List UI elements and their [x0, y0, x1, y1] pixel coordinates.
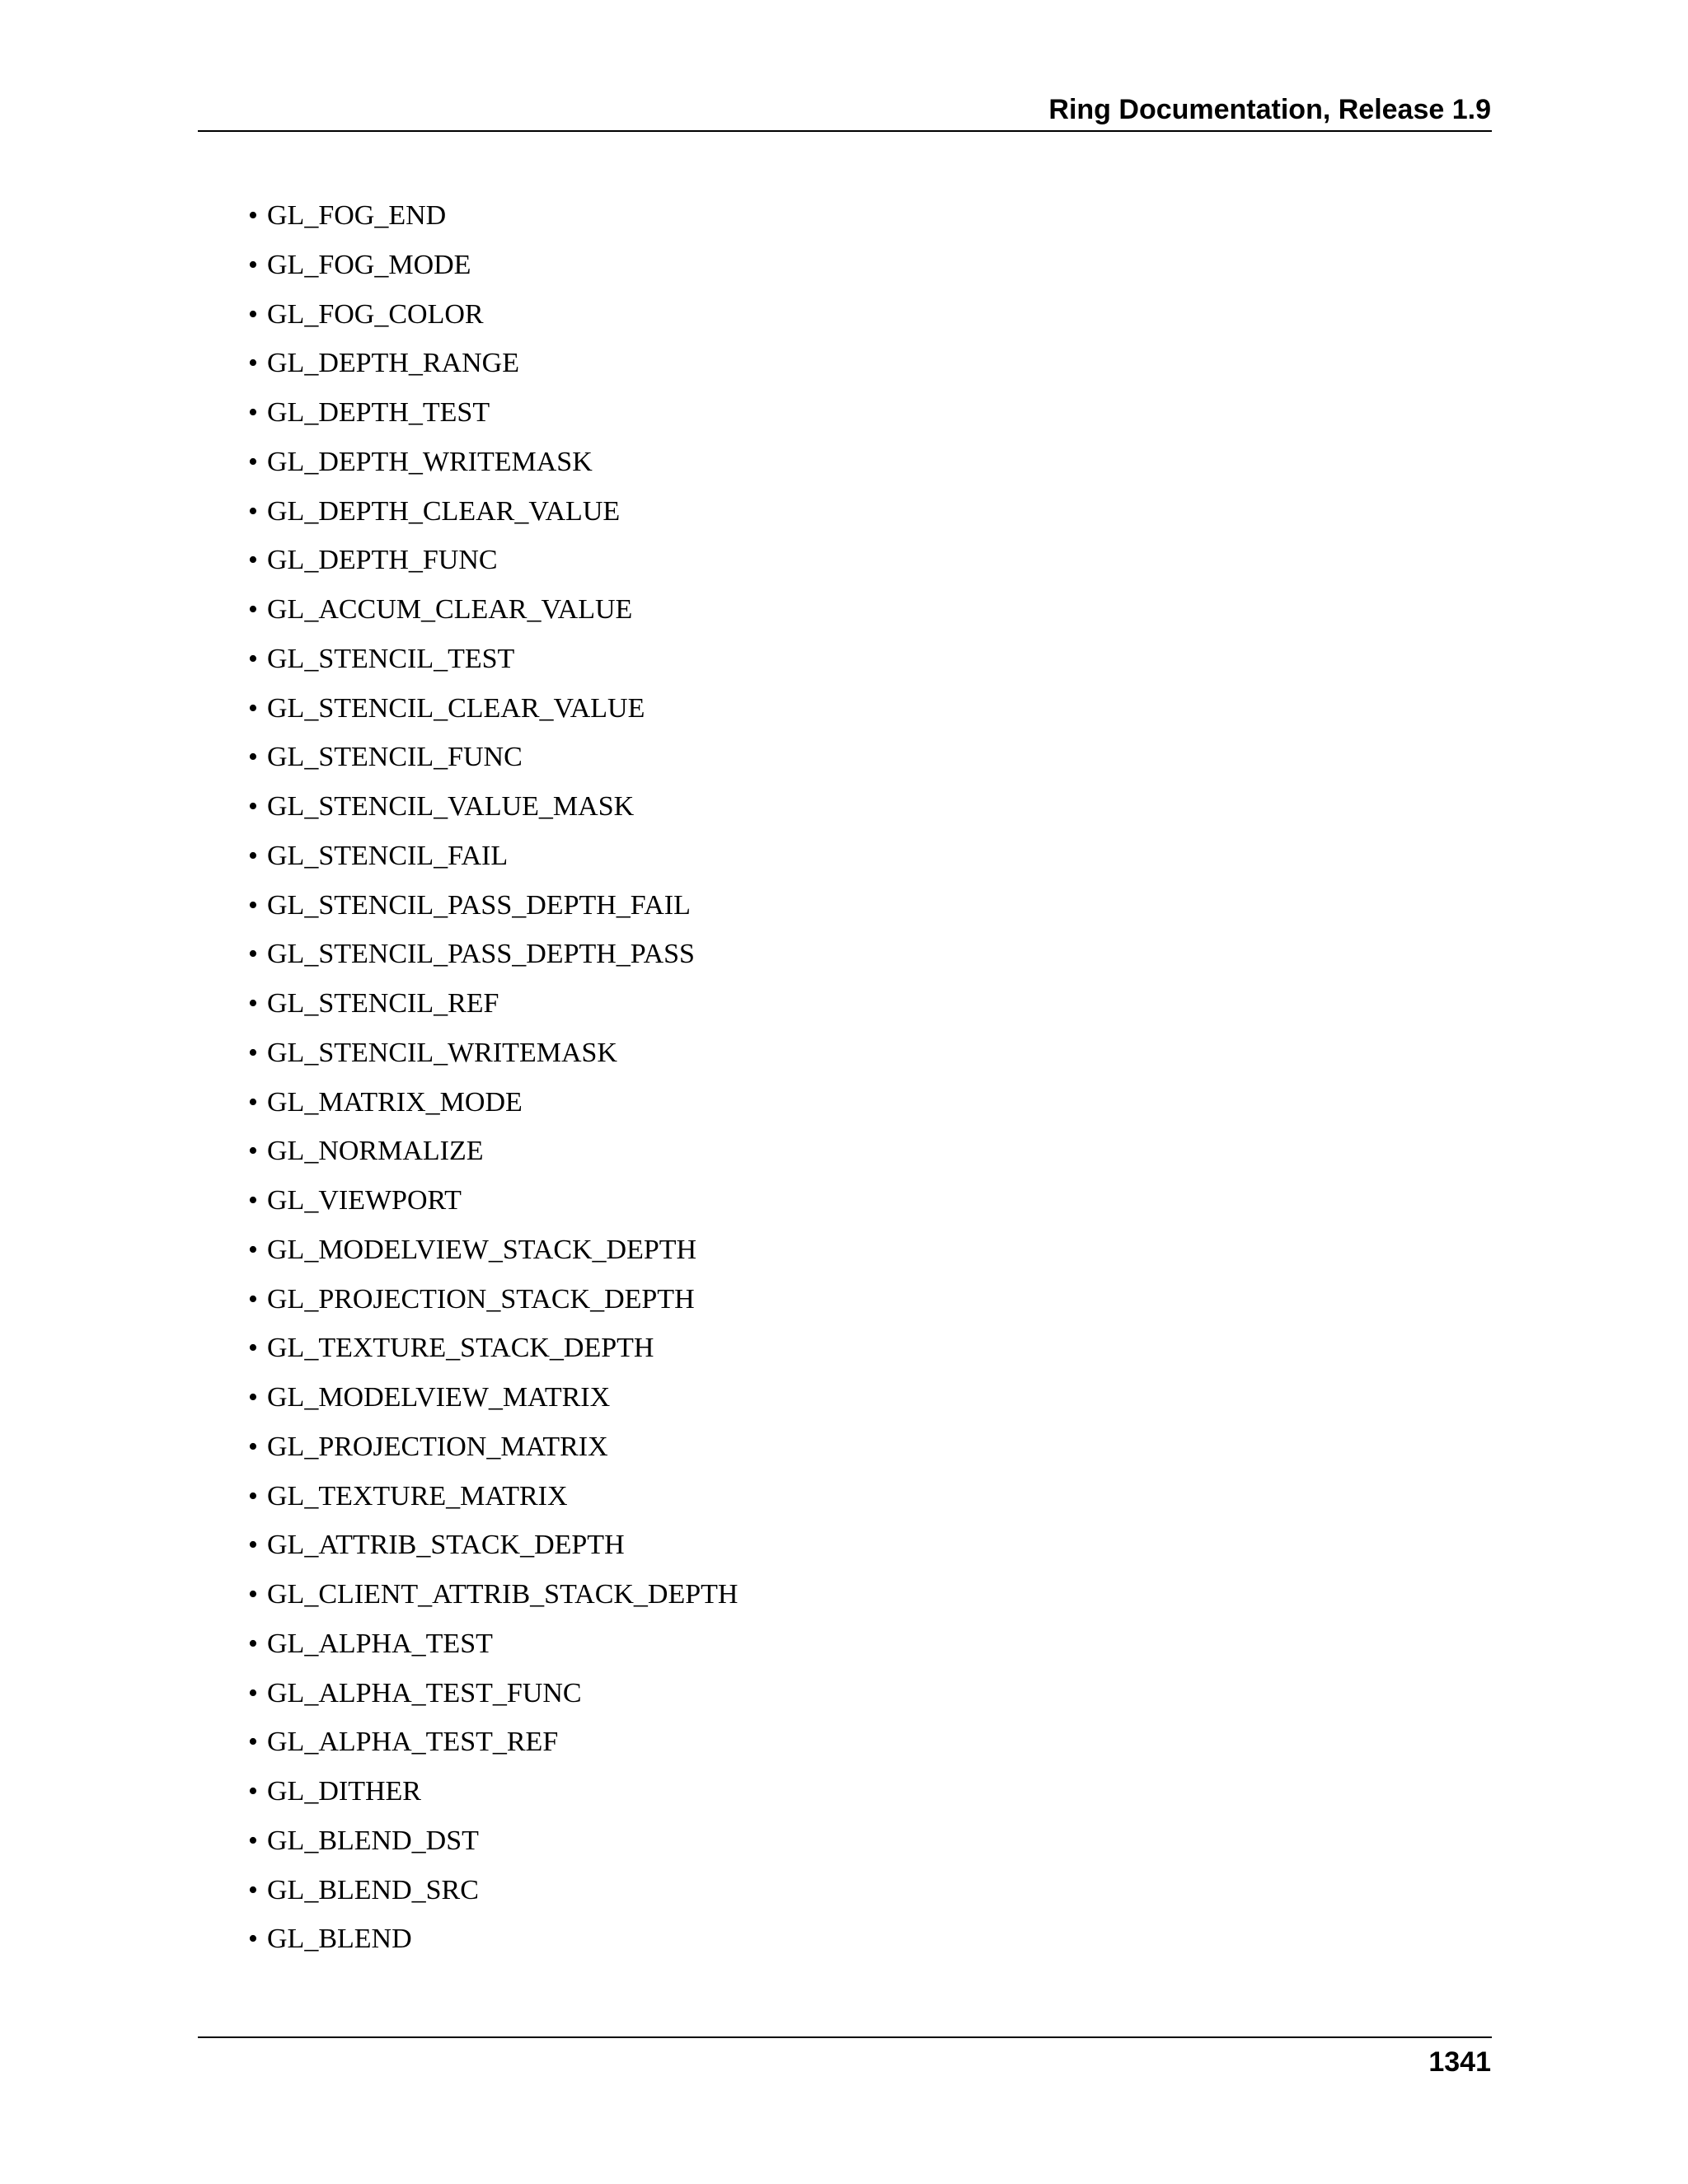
list-item-text: GL_DEPTH_TEST	[267, 397, 490, 428]
bullet-marker: •	[248, 446, 258, 477]
bullet-marker: •	[248, 1333, 258, 1364]
list-item	[0, 1422, 989, 1472]
bullet-marker: •	[248, 988, 258, 1019]
list-item	[0, 1324, 989, 1373]
bullet-marker: •	[248, 249, 258, 280]
list-item-text: GL_TEXTURE_MATRIX	[267, 1480, 568, 1511]
bullet-marker: •	[248, 742, 258, 773]
list-item	[0, 1570, 989, 1619]
list-item-text: GL_ACCUM_CLEAR_VALUE	[267, 594, 633, 625]
list-item-text: GL_STENCIL_TEST	[267, 643, 515, 674]
list-item	[0, 1127, 989, 1176]
list-item-text: GL_VIEWPORT	[267, 1185, 462, 1216]
list-item	[0, 832, 989, 881]
page-number: 1341	[1428, 2046, 1491, 2078]
list-item-text: GL_DITHER	[267, 1776, 421, 1807]
bullet-marker: •	[248, 889, 258, 921]
header-divider	[198, 130, 1492, 132]
list-item	[0, 1472, 989, 1521]
list-item-text: GL_PROJECTION_STACK_DEPTH	[267, 1283, 695, 1315]
list-item	[0, 1176, 989, 1226]
list-item-text: GL_ALPHA_TEST_REF	[267, 1727, 559, 1758]
bullet-marker: •	[248, 1431, 258, 1462]
bullet-marker: •	[248, 1037, 258, 1068]
bullet-marker: •	[248, 1086, 258, 1118]
list-item-text: GL_STENCIL_PASS_DEPTH_PASS	[267, 939, 695, 970]
list-item-text: GL_BLEND_DST	[267, 1825, 479, 1856]
bullet-marker: •	[248, 1924, 258, 1955]
bullet-marker: •	[248, 939, 258, 970]
list-item	[0, 1029, 989, 1078]
bullet-marker: •	[248, 298, 258, 330]
bullet-marker: •	[248, 1579, 258, 1610]
bullet-marker: •	[248, 495, 258, 527]
list-item-text: GL_MODELVIEW_MATRIX	[267, 1382, 611, 1413]
bullet-marker: •	[248, 1628, 258, 1659]
list-item	[0, 585, 989, 635]
list-item	[0, 1669, 989, 1718]
list-item-text: GL_ATTRIB_STACK_DEPTH	[267, 1530, 625, 1561]
list-item-text: GL_FOG_END	[267, 200, 447, 231]
list-item	[0, 881, 989, 930]
list-item-text: GL_PROJECTION_MATRIX	[267, 1431, 608, 1462]
bullet-marker: •	[248, 1825, 258, 1856]
bullet-marker: •	[248, 1382, 258, 1413]
list-item-text: GL_FOG_MODE	[267, 249, 471, 280]
list-item	[0, 388, 989, 438]
running-header-title: Ring Documentation, Release 1.9	[1048, 94, 1491, 125]
list-item	[0, 536, 989, 585]
bullet-marker: •	[248, 348, 258, 379]
bullet-marker: •	[248, 545, 258, 576]
bullet-marker: •	[248, 692, 258, 724]
list-item-text: GL_BLEND_SRC	[267, 1874, 479, 1905]
list-item-text: GL_FOG_COLOR	[267, 298, 484, 330]
list-item	[0, 438, 989, 487]
list-item	[0, 290, 989, 340]
list-item-text: GL_DEPTH_FUNC	[267, 545, 498, 576]
bullet-marker: •	[248, 1480, 258, 1511]
list-item	[0, 782, 989, 832]
list-item-text: GL_STENCIL_VALUE_MASK	[267, 791, 635, 822]
list-item	[0, 635, 989, 684]
list-item-text: GL_DEPTH_RANGE	[267, 348, 519, 379]
bullet-marker: •	[248, 1677, 258, 1708]
list-item-text: GL_STENCIL_REF	[267, 988, 499, 1019]
list-item-text: GL_STENCIL_WRITEMASK	[267, 1037, 617, 1068]
bullet-marker: •	[248, 1185, 258, 1216]
bullet-marker: •	[248, 1136, 258, 1167]
list-item	[0, 1767, 989, 1816]
bullet-marker: •	[248, 1874, 258, 1905]
bullet-marker: •	[248, 791, 258, 822]
list-item	[0, 1866, 989, 1915]
list-item-text: GL_TEXTURE_STACK_DEPTH	[267, 1333, 654, 1364]
list-item-text: GL_DEPTH_CLEAR_VALUE	[267, 495, 621, 527]
bullet-marker: •	[248, 200, 258, 231]
list-item	[0, 979, 989, 1029]
list-item	[0, 1275, 989, 1324]
list-item	[0, 1816, 989, 1866]
bullet-marker: •	[248, 1234, 258, 1265]
list-item-text: GL_ALPHA_TEST_FUNC	[267, 1677, 582, 1708]
list-item-text: GL_MATRIX_MODE	[267, 1086, 523, 1118]
list-item-text: GL_STENCIL_CLEAR_VALUE	[267, 692, 645, 724]
list-item	[0, 684, 989, 733]
footer-divider	[198, 2036, 1492, 2038]
list-item	[0, 241, 989, 290]
list-item-text: GL_STENCIL_FUNC	[267, 742, 523, 773]
list-item	[0, 1226, 989, 1275]
bullet-marker: •	[248, 1283, 258, 1315]
list-item-text: GL_DEPTH_WRITEMASK	[267, 446, 593, 477]
list-item	[0, 339, 989, 388]
list-item	[0, 1915, 989, 1964]
list-item	[0, 930, 989, 979]
list-item	[0, 487, 989, 537]
bullet-marker: •	[248, 1530, 258, 1561]
list-item-text: GL_NORMALIZE	[267, 1136, 484, 1167]
bullet-marker: •	[248, 643, 258, 674]
bullet-marker: •	[248, 840, 258, 871]
list-item-text: GL_ALPHA_TEST	[267, 1628, 493, 1659]
bullet-marker: •	[248, 1776, 258, 1807]
list-item	[0, 1078, 989, 1127]
list-item-text: GL_BLEND	[267, 1924, 412, 1955]
list-item-text: GL_MODELVIEW_STACK_DEPTH	[267, 1234, 697, 1265]
bullet-marker: •	[248, 594, 258, 625]
list-item	[0, 191, 989, 241]
list-item-text: GL_STENCIL_FAIL	[267, 840, 509, 871]
bullet-marker: •	[248, 397, 258, 428]
list-item	[0, 733, 989, 782]
list-item-text: GL_CLIENT_ATTRIB_STACK_DEPTH	[267, 1579, 738, 1610]
bullet-marker: •	[248, 1727, 258, 1758]
list-item	[0, 1521, 989, 1570]
list-item	[0, 1619, 989, 1669]
list-item	[0, 1373, 989, 1422]
list-item-text: GL_STENCIL_PASS_DEPTH_FAIL	[267, 889, 691, 921]
list-item	[0, 1718, 989, 1767]
